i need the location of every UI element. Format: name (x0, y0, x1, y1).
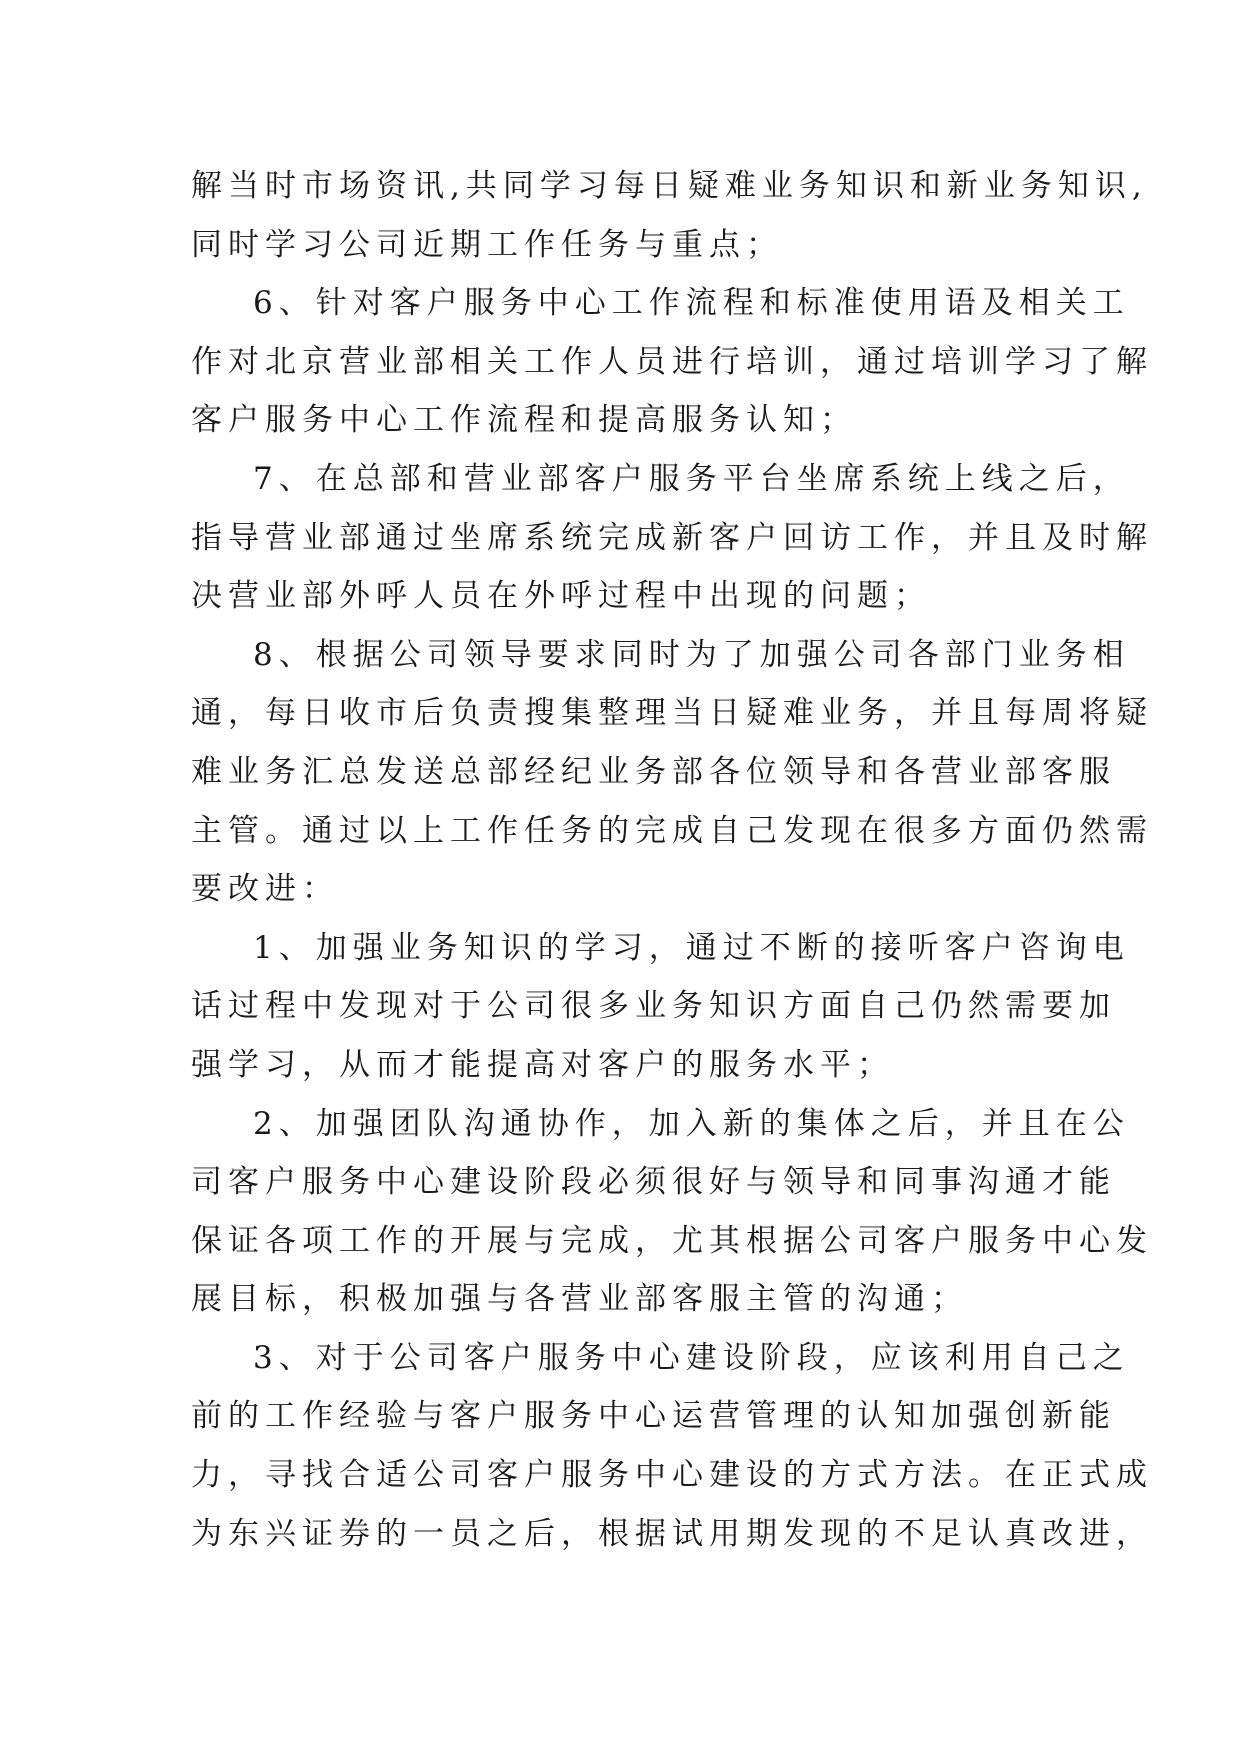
text-line: 展目标，积极加强与各营业部客服主管的沟通； (191, 1281, 968, 1318)
text-line: 前的工作经验与客户服务中心运营管理的认知加强创新能 (191, 1398, 1116, 1435)
text-line: 主管。通过以上工作任务的完成自己发现在很多方面仍然需 (191, 812, 1153, 849)
text-line: 解当时市场资讯,共同学习每日疑难业务知识和新业务知识, (191, 168, 1148, 204)
text-line: 7、在总部和营业部客户服务平台坐席系统上线之后， (253, 460, 1130, 497)
text-line: 强学习，从而才能提高对客户的服务水平； (191, 1046, 894, 1083)
text-line: 8、根据公司领导要求同时为了加强公司各部门业务相 (253, 636, 1130, 673)
text-line: 客户服务中心工作流程和提高服务认知； (191, 402, 857, 439)
text-line: 要改进： (191, 871, 339, 908)
text-line: 话过程中发现对于公司很多业务知识方面自己仍然需要加 (191, 988, 1116, 1025)
text-line: 司客户服务中心建设阶段必须很好与领导和同事沟通才能 (191, 1164, 1116, 1201)
text-line: 作对北京营业部相关工作人员进行培训，通过培训学习了解 (191, 343, 1153, 380)
text-line: 6、针对客户服务中心工作流程和标准使用语及相关工 (253, 285, 1130, 322)
text-line: 同时学习公司近期工作任务与重点； (191, 226, 783, 263)
text-line: 1、加强业务知识的学习，通过不断的接听客户咨询电 (253, 929, 1130, 966)
text-line: 决营业部外呼人员在外呼过程中出现的问题； (191, 578, 931, 615)
text-line: 保证各项工作的开展与完成，尤其根据公司客户服务中心发 (191, 1222, 1153, 1259)
text-line: 力，寻找合适公司客户服务中心建设的方式方法。在正式成 (191, 1457, 1153, 1494)
text-line: 指导营业部通过坐席系统完成新客户回访工作，并且及时解 (191, 519, 1153, 556)
text-line: 通，每日收市后负责搜集整理当日疑难业务，并且每周将疑 (191, 695, 1153, 732)
text-line: 2、加强团队沟通协作，加入新的集体之后，并且在公 (253, 1105, 1130, 1142)
body-text (191, 157, 1153, 1563)
text-line: 3、对于公司客户服务中心建设阶段，应该利用自己之 (253, 1339, 1130, 1376)
text-line: 难业务汇总发送总部经纪业务部各位领导和各营业部客服 (191, 753, 1116, 790)
text-line: 为东兴证券的一员之后，根据试用期发现的不足认真改进， (191, 1515, 1153, 1552)
